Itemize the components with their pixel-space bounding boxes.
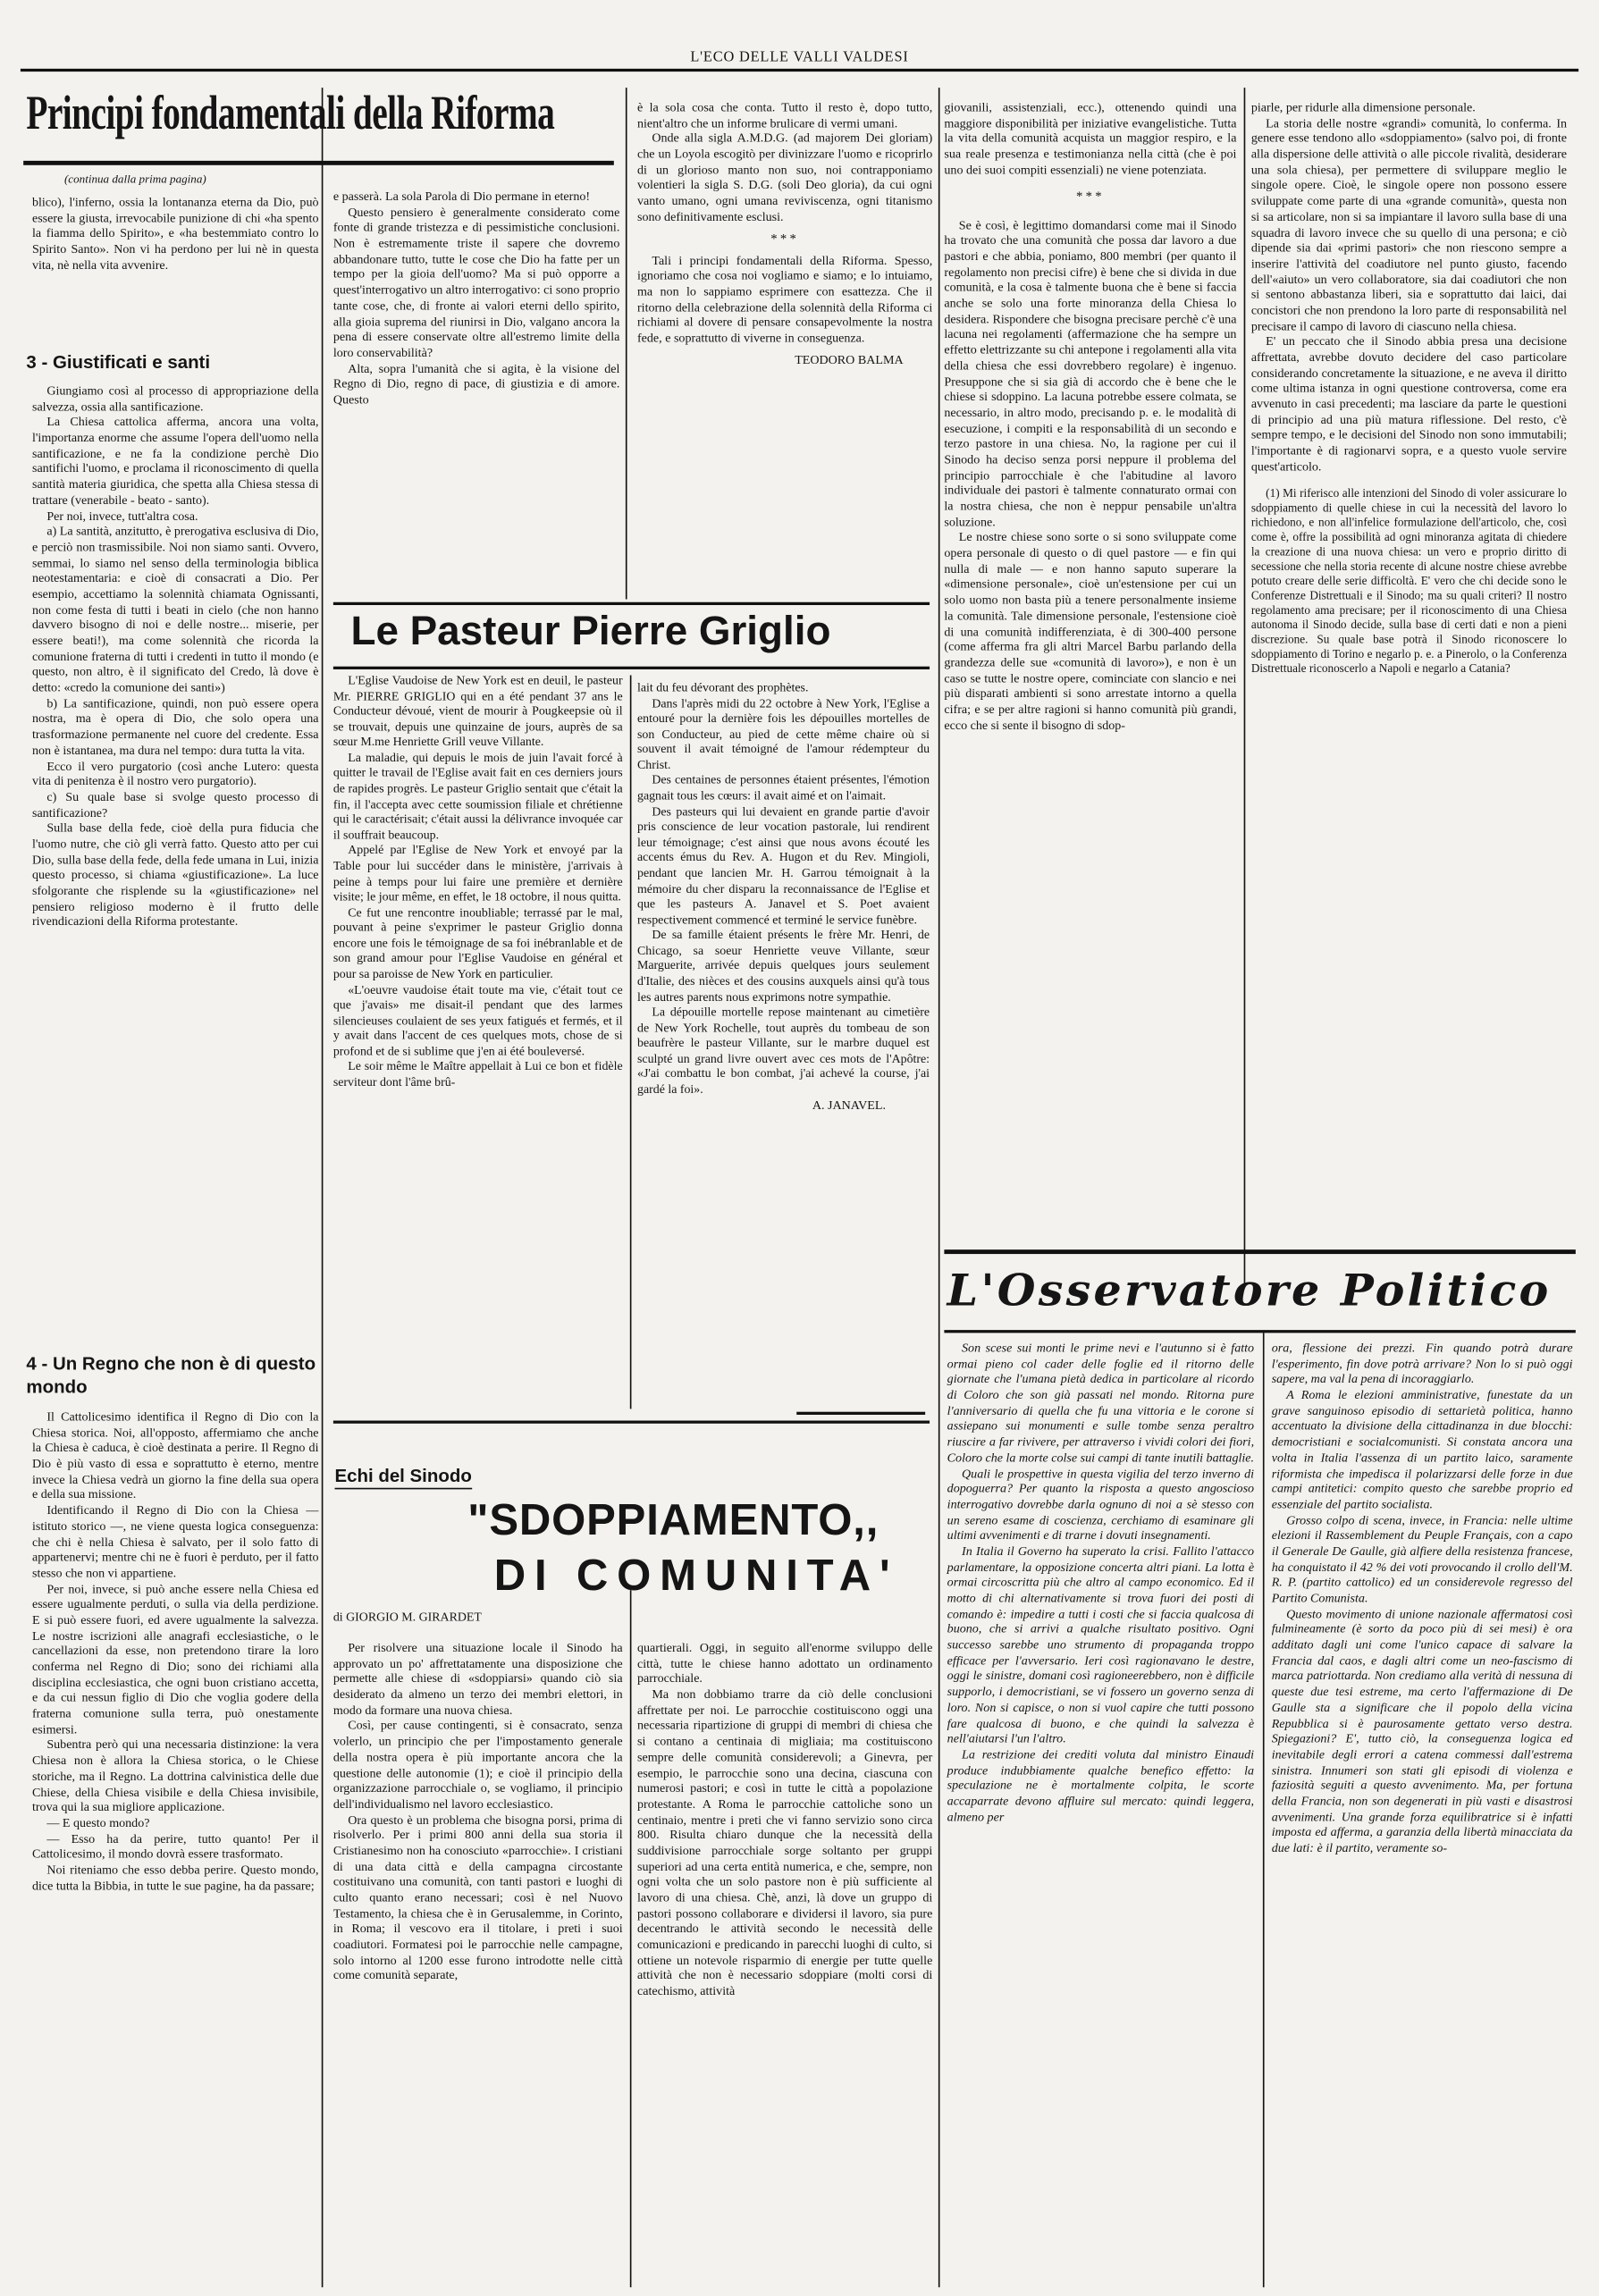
osservatore-col2 <box>1272 1341 1573 1856</box>
section-rule <box>944 1330 1575 1332</box>
griglio-col2 <box>637 679 930 1113</box>
paragraph: — Esso ha da perire, tutto quanto! Per il Cattolicesimo, il mondo dovrà essere trasformato. <box>31 1830 319 1862</box>
footnote: (1) Mi riferisco alle intenzioni del Sinodo di voler assicurare lo sdoppiamento di quelle chiese in cui la necessità del lavoro lo richiedono, e non all'infelice formulazione dell'articolo, che, così come è, offre la possibilità ad ogni minoranza agitata di chiedere la creazione di una nuova chiesa: un vero e proprio diritto di secessione che nella storia recente di alcune nostre chiese avrebbe potuto creare delle serie difficoltà. E' vero che chi decide sono le Conferenze Distrettuali e il Sinodo; ma su quali criteri? Il nostro regolamento ama precisare; per il riconoscimento di una Chiesa autonoma il Sinodo decide, sulla base di certi dati e non a pieni discrezione. Su quale base potrà il Sinodo riconoscere lo sdoppiamento di Torino e negarlo p. e. a Pinerolo, o la Conferenza Distrettuale riconoscerlo a Napoli e negarlo a Catania? <box>1250 485 1568 676</box>
paragraph: La restrizione dei crediti voluta dal ministro Einaudi produce indubbiamente qualche benefico effetto: la speculazione ne è mortalmente colpita, le scorte accaparrate devono affluire sul mercato: quindi leggera, almeno per <box>947 1745 1255 1824</box>
col-divider <box>938 88 939 2287</box>
paragraph: Sulla base della fede, cioè della pura fiducia che l'uomo nutre, che ciò gli verrà fatto. Questo atto per cui Dio, sulla base della fede, della fede umana in Lui, inizia questo processo, si chiama «giustificazione». La luce sfolgorante che risplende su la «giustificazione» nel pensiero religioso moderno è il frutto delle rivendicazioni della Riforma protestante. <box>31 820 319 929</box>
paragraph: Noi riteniamo che esso debba perire. Questo mondo, dice tutta la Bibbia, in tutte le sue pagine, ha da passare; <box>31 1862 319 1893</box>
paragraph: Grosso colpo di scena, invece, in Francia: nelle ultime elezioni il Rassemblement du Peuple Français, con a capo il Generale De Gaulle, già alfiere della resistenza francese, ha conquistato il 42 % dei voti provocando il crollo dell'M. R. P. (partito cattolico) ed un considerevole regresso del Partito Comunista. <box>1271 1511 1573 1605</box>
paragraph: ora, flessione dei prezzi. Fin quando potrà durare l'esperimento, fin dove potrà arrivare? Non lo si può oggi sapere, ma val la pena di incoraggiarlo. <box>1271 1340 1573 1386</box>
paragraph: Alta, sopra l'umanità che si agita, è la visione del Regno di Dio, regno di pace, di giustizia e di amore. Questo <box>332 360 620 407</box>
paragraph: a) La santità, anzitutto, è prerogativa esclusiva di Dio, e perciò non trasmissibile. Noi non siamo santi. Ovvero, semmai, lo siamo nel senso della terminologia biblica neotestamentaria: e cioè di consacrati a Dio. Per esempio, accettiamo la solennità chiamata Ognissanti, non come festa di tutti i beati in cielo (che non hanno davvero bisogno di noi e delle nostre... miserie, per essere beati!), ma come solennità che ricorda la comunione fraterna di tutti i credenti in tutto il mondo (e questo, non altro, è il significato del Credo, là dove è detto: «credo la comunione dei santi») <box>31 523 319 694</box>
separator-stars: *** <box>1075 189 1105 205</box>
sinodo-kicker: Echi del Sinodo <box>334 1466 471 1489</box>
signature: A. JANAVEL. <box>812 1097 886 1112</box>
paragraph: Le soir même le Maître appellait à Lui ce bon et fidèle serviteur dont l'âme brû- <box>332 1058 623 1089</box>
paragraph: Le nostre chiese sono sorte o si sono sviluppate come opera personale di questo o di quel pastore — e fin qui nulla di male — e non hanno saputo superare la «dimensione personale», cioè un'estensione per cui un solo uomo non basta più a tenere personalmente insieme la comunità. Tale dimensione personale, l'estensione cioè di una comunità indifferenziata, è di 300-400 persone (come afferma fra gli altri Marcel Barbu parlando della grandezza delle sue «comunità di lavoro»), e non è un caso se tutte le nostre opere, cominciate con slancio e nei più disparati ambienti si sono arrestate intorno a quella cifra; e se per altre ragioni si hanno comunità più grandi, ecco che si sente il bisogno di sdop- <box>944 529 1237 732</box>
paragraph: Ce fut une rencontre inoubliable; terrassé par le mal, pouvant à peine s'exprimer le pasteur Griglio donna encore une fois le témoignage de sa foi inébranlable et de son grand amour pour l'Eglise Vaudoise en général et pour sa paroisse de New York en particulier. <box>332 904 623 981</box>
paragraph: «L'oeuvre vaudoise était toute ma vie, c'était tout ce que j'avais» me disait-il pendant que des larmes silencieuses coulaient de ses yeux fatigués et fermés, et il y avait dans l'accent de ces quelques mots, chose de si profond et de si sublime que j'en ai été bouleversé. <box>332 981 623 1058</box>
paragraph: Appelé par l'Eglise de New York et envoyé par la Table pour lui succéder dans le ministère, j'arrivais à peine à temps pour lui faire une première et dernière visite; le jour même, en effet, le 18 octobre, il nous quitta. <box>332 842 623 904</box>
sinodo-col1 <box>333 1640 623 1984</box>
col-divider <box>1263 1333 1264 2287</box>
paragraph: lait du feu dévorant des prophètes. <box>636 679 809 694</box>
sinodo-col4 <box>1251 99 1567 677</box>
paragraph: Così, per cause contingenti, si è consacrato, senza volerlo, un principio che per l'impostamento generale della nostra opera è più importante ancora che la questione delle autonomie (1); e cioè il principio della organizzazione parrocchiale o, se vogliamo, il principio dell'individualismo nel lavoro ecclesiastico. <box>332 1718 623 1811</box>
paragraph: Identificando il Regno di Dio con la Chiesa — istituto storico —, ne viene questa logica conseguenza: che chi è nella Chiesa è salvato, per il solo fatto di appartenervi; mentre chi ne è fuori è perduto, per il fatto stesso che non vi appartiene. <box>31 1502 319 1580</box>
heading-giustificati: 3 - Giustificati e santi <box>26 352 211 374</box>
osservatore-col1 <box>947 1341 1254 1825</box>
paragraph: Onde alla sigla A.M.D.G. (ad majorem Dei gloriam) che un Loyola escogitò per divinizzare l'uomo e ricoprirlo di un glorioso manto non suo, noi contrapponiamo volentieri la sigla S. D.G. (soli Deo gloria), da cui ogni vanto umano, ogni umana reviviscenza, ogni titanismo sono definitivamente esclusi. <box>636 130 933 223</box>
paragraph: Des centaines de personnes étaient présentes, l'émotion gagnait tous les cœurs: il avait aimé et on l'aimait. <box>636 772 930 803</box>
col-divider <box>630 676 631 1409</box>
paragraph: L'Eglise Vaudoise de New York est en deuil, le pasteur Mr. PIERRE GRIGLIO qui en a été pendant 37 ans le Conducteur dévoué, vient de mourir à Pougkeepsie où il se trouvait, depuis une quinzaine de jours, auprès de sa sœur M.me Henriette Grill veuve Villante. <box>332 672 623 749</box>
paragraph: Questo pensiero è generalmente considerato come fonte di grande tristezza e di pessimistiche conclusioni. Non è estremamente triste il sapere che dovremo abbandonare tutto, tutte le cose che Dio ha fatte per un tempo per la gioia dell'uomo? Ma si può opporre a quest'interrogativo un altro interrogativo: ci sono proprio tante cose, che, di fronte ai valori eterni dello spirito, alla gioia suprema del riunirsi in Dio, valgano ancora la pena di essere conservate oltre all'estremo limite della loro conservabilità? <box>332 204 620 360</box>
col-divider <box>630 1590 631 2287</box>
col-divider <box>1244 88 1245 1286</box>
paragraph: La Chiesa cattolica afferma, ancora una volta, l'importanza enorme che assume l'opera dell'uomo nella santificazione, e ne fa la condizione perchè Dio santifichi l'uomo, e proclama il riconoscimento di quella santità materia giuridica, che spetta alla Chiesa stessa di trattare (venerabile - beato - santo). <box>31 414 319 508</box>
paragraph: Per risolvere una situazione locale il Sinodo ha approvato un po' affrettatamente una disposizione che permette alle chiese di «sdoppiarsi» quando ciò sia desiderato da almeno un terzo dei membri elettori, in modo da formare una nuova chiesa. <box>332 1639 623 1718</box>
paragraph: giovanili, assistenziali, ecc.), ottenendo quindi una maggiore disponibilità per iniziative evangelistiche. Tutta la vita della comunità acquista un maggior respiro, e la sua reale presenza e testimonianza nella città (che è poi uno dei suoi compiti essenziali) ne viene potenziata. <box>944 99 1237 177</box>
paragraph: Per noi, invece, si può anche essere nella Chiesa ed essere ugualmente perduti, o sulla via della perdizione. E si può essere fuori, ed avere ugualmente la salvezza. Le nostre iscrizioni alle anagrafi ecclesiastiche, o le cancellazioni da esse, non pretendono tirare la loro conferma nel Regno di Dio; sono dei richiami alla disciplina ecclesiastica, che ogni buon cristiano accetta, e da cui nessun figlio di Dio che voglia godere della fraterna comunione sulla terra, può onestamente esimersi. <box>31 1580 319 1737</box>
paragraph: quartierali. Oggi, in seguito all'enorme sviluppo delle città, tutte le chiese hanno adottato un ordinamento parrocchiale. <box>636 1639 933 1686</box>
paragraph: La maladie, qui depuis le mois de juin l'avait forcé à quitter le travail de l'Eglise avait fait en ces derniers jours de rapides progrès. Le pasteur Griglio sentait que c'était la fin, il l'accepta avec cette soumission filiale et chrétienne qui le caractérisait; c'était aussi la délivrance invoquée car il souffrait beaucoup. <box>332 749 623 842</box>
paragraph: La storia delle nostre «grandi» comunità, lo conferma. In genere esse tendono allo «sdoppiamento» (salvo poi, di fronte alla dispersione delle attività o alle piccole rivalità, desiderare una sola chiesa), per permettere di sviluppare meglio le singole opere. Cioè, le singole opere non possono essere sviluppate come parte di una «grande comunità», questa non si sa articolare, non si sa impiantare il lavoro sulla base di una squadra di lavoro invece che su quello di una persona; e ciò dipende sia dai «primi pastori» che non riescono sempre a inserire l'attività del coadiutore nel punto giusto, facendo dell'«aiuto» un vero collaboratore, sia dai coadiutori che non si sentono abbastanza liberi, sia e soprattutto dai laici, dai concistori che non prendono la loro parte di responsabilità nel precisare il campo di lavoro di ciascuno nella chiesa. <box>1250 114 1568 333</box>
paragraph: Subentra però qui una necessaria distinzione: la vera Chiesa non è allora la Chiesa storica, o le Chiese storiche, ma il Regno. La dottrina calvinistica delle due Chiese, della Chiesa visibile e della Chiesa invisibile, trova qui la sua migliore applicazione. <box>31 1737 319 1814</box>
paragraph: è la sola cosa che conta. Tutto il resto è, dopo tutto, nient'altro che un informe brulicare di vermi umani. <box>636 99 933 130</box>
paragraph: Quali le prospettive in questa vigilia del terzo inverno di dopoguerra? Per quanto la risposta a questo angoscioso interrogativo dovrebbe darla ognuno di noi a sè stesso con un sereno esame di coscienza, cerchiamo di esaminare gli ultimi avvenimenti e di trarne i dovuti insegnamenti. <box>947 1465 1255 1543</box>
paragraph: Ecco il vero purgatorio (così anche Lutero: questa vita di penitenza è il nostro vero purgatorio). <box>31 757 319 788</box>
sinodo-col3 <box>944 99 1236 733</box>
sinodo-byline: di GIORGIO M. GIRARDET <box>332 1609 482 1624</box>
sinodo-col2 <box>637 1640 932 1999</box>
col-divider <box>322 88 323 2287</box>
masthead-rule <box>21 69 1578 71</box>
sinodo-title-2: DI COMUNITA' <box>493 1552 899 1601</box>
riforma-title: Principi fondamentali della Riforma <box>26 88 555 140</box>
paragraph: De sa famille étaient présents le frère Mr. Henri, de Chicago, sa soeur Henriette veuve Villante, sœur Marguerite, arrivée depuis quelques jours seulement d'Italie, des nièces et des cousins auxquels ainsi qu'à tous les autres parents nous exprimons notre sympathie. <box>636 927 930 1004</box>
griglio-col1 <box>333 672 623 1089</box>
paragraph: Dans l'après midi du 22 octobre à New York, l'Eglise a entouré pour la dernière fois les dépouilles mortelles de son Conducteur, au pied de cette même chaire où si souvent il avait témoigné de l'amour rédempteur du Christ. <box>636 694 930 772</box>
paragraph: La dépouille mortelle repose maintenant au cimetière de New York Rochelle, tout auprès du tombeau de son beaufrère le pasteur Villante, sur le marbre duquel est sculpté un grand livre ouvert avec ces mots de l'Apôtre: «J'ai combattu le bon combat, j'ai achevé la course, j'ai gardé la foi». <box>636 1004 930 1097</box>
continued-note: (continua dalla prima pagina) <box>63 172 206 186</box>
paragraph: Ma non dobbiamo trarre da ciò delle conclusioni affrettate per noi. Le parrocchie costituiscono oggi una necessaria ripartizione di gruppi di membri di chiesa che si contano a centinaia di migliaia; ma costituiscono sempre delle comunità considerevoli; a Ginevra, per esempio, le parrocchie sono una decina, ciascuna con numerosi pastori; e così in tutte le città a popolazione protestante. A Roma le parrocchie cattoliche sono un centinaio, mentre i preti che vi fanno servizio sono circa 800. Risulta chiaro dunque che la necessità della suddivisione parrocchiale sorge soltanto per gruppi superiori ad una certa entità numerica, e che, sempre, non ogni volta che un solo pastore non è più sufficiente al lavoro di una chiesa. Chè, anzi, là dove un gruppo di pastori possono collaborare e dividersi il lavoro, sia pure decentrando le attività secondo le necessità delle comunicazioni e predicando in parecchi luoghi di culto, si ottiene un notevole risparmio di energie per tutte quelle attività che non è necessario sdoppiare (molti corsi di catechismo, attività <box>636 1686 933 1998</box>
paragraph: Per noi, invece, tutt'altra cosa. <box>46 508 198 523</box>
masthead: L'ECO DELLE VALLI VALDESI <box>690 49 909 66</box>
paragraph: Se è così, è legittimo domandarsi come mai il Sinodo ha trovato che una comunità che possa dar lavoro a due pastori e che abbia, poniamo, 800 membri (per quanto il regolamento non precisi cifre) è bene che si divida in due comunità, e la cosa è talmente buona che è bene si faccia anche se solo una forte minoranza della Chiesa lo desidera. Rispondere che bisogna precisare perchè c'è una lacuna nei regolamenti (affermazione che ha sempre un effetto elettrizzante su chi antepone i regolamenti alla vita della chiesa che essi dovrebbero regolare) è ingenuo. Presuppone che si sia già di accordo che è bene che le chiese si sdoppino. La lacuna potrebbe essere colmata, se necessario, in altro modo, precisando p. e. le modalità di esecuzione, i compiti e la responsabilità di un secondo e terzo pastore in una chiesa. No, la ragione per cui il Sinodo ha deciso senza porsi neppure il problema del principio parrocchiale è che l'abitudine al lavoro individuale dei pastori è talmente connaturato ormai con la nostra chiesa, che non è neppur pensabile un'altra soluzione. <box>944 217 1237 529</box>
signature: TEODORO BALMA <box>795 351 904 367</box>
col-divider <box>626 88 627 599</box>
paragraph: E' un peccato che il Sinodo abbia presa una decisione affrettata, avrebbe dovuto decidere del caso particolare considerando concretamente la situazione, e ne aveva il diritto come ultima istanza in ogni questione controversa, come era avvenuto in casi precedenti; ma lasciare da parte le questioni di principio ad una più matura riflessione. Del resto, c'è sempre tempo, e le decisioni del Sinodo non sono immutabili; l'importante è di ragionarvi sopra, e a questo vuole servire quest'articolo. <box>1250 333 1568 474</box>
paragraph: A Roma le elezioni amministrative, funestate da un grave sanguinoso episodio di settarietà politica, hanno accentuato la divisione della cittadinanza in due blocchi: democristiani e socialcomunisti. Si constata ancora una volta in Italia l'assenza di un partito laico, saramente riformista che impedisca il polarizzarsi delle forze in due campi antitetici: compito questo che sarebbe proprio ed essenziale del partito socialista. <box>1271 1387 1573 1511</box>
separator-stars: *** <box>770 230 800 245</box>
riforma-col1 <box>32 194 319 272</box>
paragraph: Il Cattolicesimo identifica il Regno di Dio con la Chiesa storica. Noi, all'opposto, affermiamo che anche la Chiesa è caduca, è cioè destinata a perire. Il Regno di Dio è più vasto di essa e soprattutto è eterno, mentre invece la Chiesa vedrà un giorno la fine della sua opera e della sua missione. <box>31 1409 319 1502</box>
sinodo-title-1: "SDOPPIAMENTO,, <box>467 1496 879 1545</box>
section-rule <box>944 1249 1575 1253</box>
paragraph: Questo movimento di unione nazionale affermatosi così fulmineamente (è sorto da poco più di sei mesi) è ora additato dagli uni come l'unico capace di salvare la Francia dal caos, e dagli altri come un neo-fascismo di marca patriottarda. Non crediamo alla verità di nessuna di queste due tesi estreme, ma certo l'affermazione di De Gaulle sta a significare che il popolo della vicina Repubblica si è paurosamente gettato verso destra. Spiegazioni? E', tutto ciò, la conseguenza logica ed inevitabile degli errori a catena commessi dall'estrema sinistra. Innumeri son stati gli episodi di violenza e faziosità seguiti a questo avvenimento. Ma, per fortuna della Francia, non son degenerati in più vasti e disastrosi avvenimenti. Una grande forza equilibratrice si è infatti imposta ed afferma, a garanzia della libertà minacciata da due lati: è il partito, veramente so- <box>1271 1605 1573 1855</box>
paragraph: Des pasteurs qui lui devaient en grande partie d'avoir pris conscience de leur vocation pastorale, lui rendirent leur témoignage; c'est ainsi que nous avons écouté les accents émus du Rev. A. Hugon et du Rev. Mingioli, pendant que lancien Mr. H. Garrou témoignait à la mémoire du cher disparu la reconnaissance de l'Eglise et que les pasteurs A. Janavel et S. Poet avaient respectivement commencé et terminé le service funèbre. <box>636 803 930 927</box>
paragraph: piarle, per ridurle alla dimensione personale. <box>1250 99 1476 114</box>
paragraph: b) La santificazione, quindi, non può essere opera nostra, ma è opera di Dio, che solo opera una trasformazione permanente nel cuore del credente. Essa non è istantanea, ma dura nel tempo: dura tutta la vita. <box>31 694 319 757</box>
end-rule <box>796 1412 925 1415</box>
paragraph: Son scese sui monti le prime nevi e l'autunno si è fatto ormai pieno col cader delle foglie ed il ritorno delle giornate che l'umana pietà dedica in particolare al ricordo di Coloro che son già passati nel mondo. Ritorna pure l'anniversario di quella che fu una vittoria e le corone si assiepano sui monumenti e sulle tombe senza peraltro riuscire a far rivivere, per attraverso i vividi colori dei fiori, Coloro che la morte colse sui campi di tante inutili battaglie. <box>947 1340 1255 1465</box>
paragraph: — E questo mondo? <box>46 1814 150 1830</box>
section-rule <box>333 667 930 669</box>
griglio-title: Le Pasteur Pierre Griglio <box>350 608 831 653</box>
paragraph: blico), l'inferno, ossia la lontananza eterna da Dio, può essere la giusta, irrevocabile punizione di chi «ha spento la fiamma dello Spirito», e «ha bestemmiato contro lo Spirito Santo». Non vi ha perdono per lui nè in questa vita, nè nella vita avvenire. <box>31 194 319 272</box>
paragraph: c) Su quale base si svolge questo processo di santificazione? <box>31 788 319 820</box>
paragraph: Giungiamo così al processo di appropriazione della salvezza, ossia alla santificazione. <box>31 383 319 414</box>
riforma-col1-c <box>32 1409 319 1893</box>
heading-regno: 4 - Un Regno che non è di questo mondo <box>26 1353 316 1397</box>
section-rule <box>333 602 930 605</box>
riforma-col3 <box>637 99 932 367</box>
paragraph: Tali i principi fondamentali della Riforma. Spesso, ignoriamo che cosa noi vogliamo e siamo; e lo intuiamo, ma non lo sappiamo esprimere con esattezza. Che il ritorno della celebrazione della solennità della Riforma ci richiami al dovere di pensare consapevolmente la nostra fede, e soprattutto di viverne in conseguenza. <box>636 252 933 346</box>
title-rule <box>23 161 614 164</box>
paragraph: e passerà. La sola Parola di Dio permane in eterno! <box>332 188 591 204</box>
osservatore-title: L'Osservatore Politico <box>947 1266 1552 1317</box>
paragraph: Ora questo è un problema che bisogna porsi, prima di risolverlo. Per i primi 800 anni della sua storia il Cristianesimo non ha conosciuto «parrocchie». I cristiani di una data città e della campagna circostante costituivano una comunità, con tanti pastori e luoghi di culto quanto erano necessari; così è nel Nuovo Testamento, la chiesa che è in Gerusalemme, in Corinto, in Roma; il vescovo era il titolare, i preti i suoi coadiutori. Formatesi poi le parrocchie nelle campagne, solo intorno al 1200 esse furono introdotte nelle città come comunità separate, <box>332 1812 623 1983</box>
paragraph: In Italia il Governo ha superato la crisi. Fallito l'attacco parlamentare, la opposizione concerta altri piani. La lotta è ormai circoscritta più che altro al campo economico. Ed il motto di chi alternativamente si trova fuori dei posti di comando è: impedire a tutti i costi che si faccia qualcosa di buono, che si arrivi a qualche risultato positivo. Ogni successo sarebbe uno strumento di propaganda troppo efficace per l'avversario. Ieri così ragionavano le destre, oggi le sinistre, domani così ragioneerebbero, non è difficile supporlo, i democristiani, se vi fossero un governo senza di loro. Non si capisce, o non si vuol capire che tutti possono fare qualcosa di buono, e che quindi la salvezza è nell'aiutarsi l'un l'altro. <box>947 1543 1255 1745</box>
riforma-col2 <box>333 189 620 408</box>
riforma-col1-b <box>32 383 319 929</box>
section-rule <box>333 1421 930 1423</box>
